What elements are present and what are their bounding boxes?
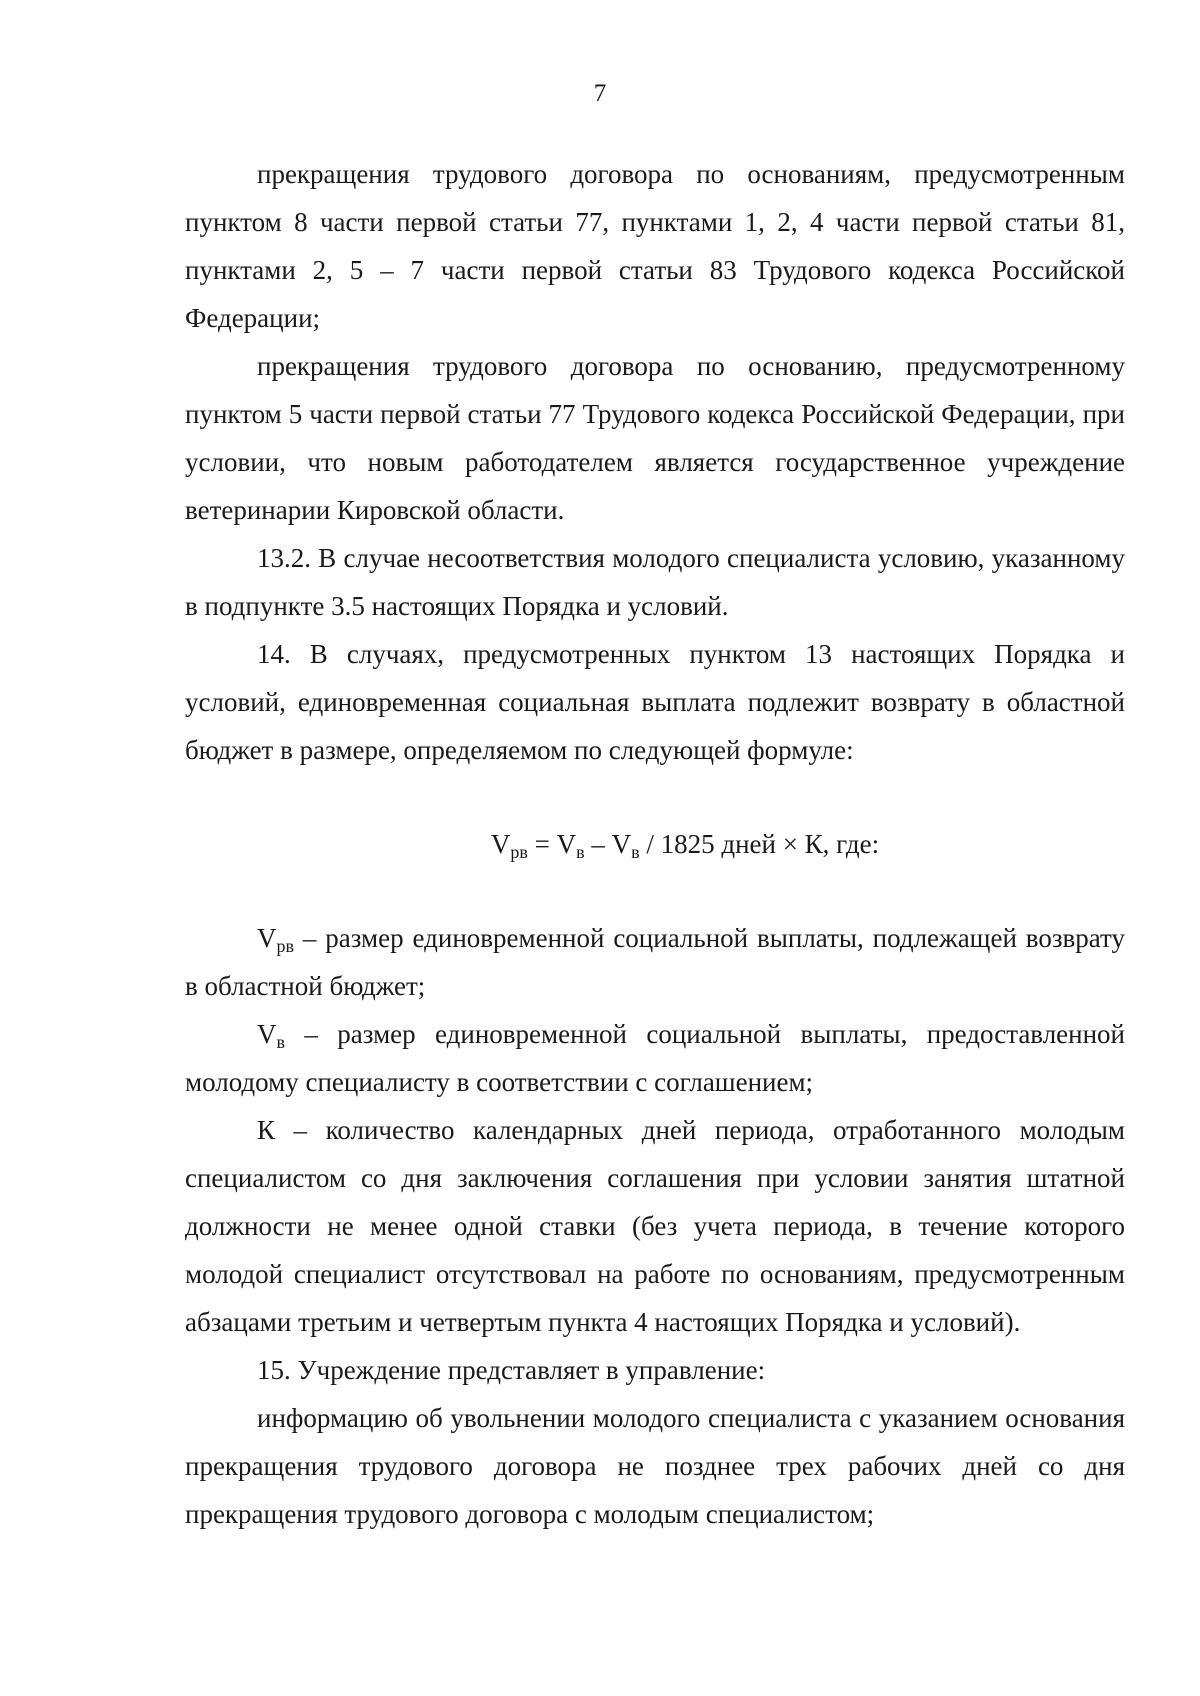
formula-v: V (556, 829, 577, 859)
def-vrv-text: – размер единовременной социальной выплаты, подлежащей возврату в областной бюджет; (185, 923, 1125, 1001)
def-sub-rv: рв (276, 936, 294, 956)
formula-sub-v: в (631, 842, 640, 862)
formula-v: V (611, 829, 632, 859)
formula-minus: – (584, 829, 612, 859)
page-number: 7 (593, 80, 607, 107)
formula-tail: / 1825 дней × К, где: (639, 829, 880, 859)
definition-k: К – количество календарных дней периода, отработанного молодым специалистом со дня заключения соглашения при условии занятия штатной должности не менее одной ставки (без учета периода, в течение которого молодой специалист отсутствовал на работе по основаниям, предусмотренным абзацами третьим и четвертым пункта 4 настоящих Порядка и условий). (185, 1115, 1125, 1337)
paragraph-13-2: 13.2. В случае несоответствия молодого специалиста условию, указанному в подпункте 3.5 настоящих Порядка и условий. (185, 543, 1125, 621)
def-sub-v: в (276, 1032, 285, 1052)
formula-eq: = (527, 829, 557, 859)
def-v: V (257, 1019, 277, 1049)
def-vv-text: – размер единовременной социальной выплаты, предоставленной молодому специалисту в соответствии с соглашением; (185, 1019, 1125, 1097)
formula-v: V (490, 829, 511, 859)
document-body (185, 150, 1125, 1538)
formula-sub-rv: рв (510, 842, 528, 862)
def-v: V (257, 923, 277, 953)
formula-sub-v: в (576, 842, 585, 862)
paragraph-termination-grounds: прекращения трудового договора по основаниям, предусмотренным пунктом 8 части первой статьи 77, пунктами 1, 2, 4 части первой статьи 81, пунктами 2, 5 – 7 части первой статьи 83 Трудового кодекса Российской Федерации; (185, 159, 1125, 333)
paragraph-15: 15. Учреждение представляет в управление: (257, 1355, 766, 1385)
paragraph-dismissal-info: информацию об увольнении молодого специалиста с указанием основания прекращения трудового договора не позднее трех рабочих дней со дня прекращения трудового договора с молодым специалистом; (185, 1403, 1125, 1529)
definition-vrv (185, 914, 1125, 1010)
definition-vv (185, 1010, 1125, 1106)
paragraph-termination-transfer: прекращения трудового договора по основанию, предусмотренному пунктом 5 части первой статьи 77 Трудового кодекса Российской Федерации, при условии, что новым работодателем является государственное учреждение ветеринарии Кировской области. (185, 351, 1125, 525)
refund-formula (185, 820, 1125, 868)
paragraph-14: 14. В случаях, предусмотренных пунктом 13 настоящих Порядка и условий, единовременная социальная выплата подлежит возврату в областной бюджет в размере, определяемом по следующей формуле: (185, 639, 1125, 765)
